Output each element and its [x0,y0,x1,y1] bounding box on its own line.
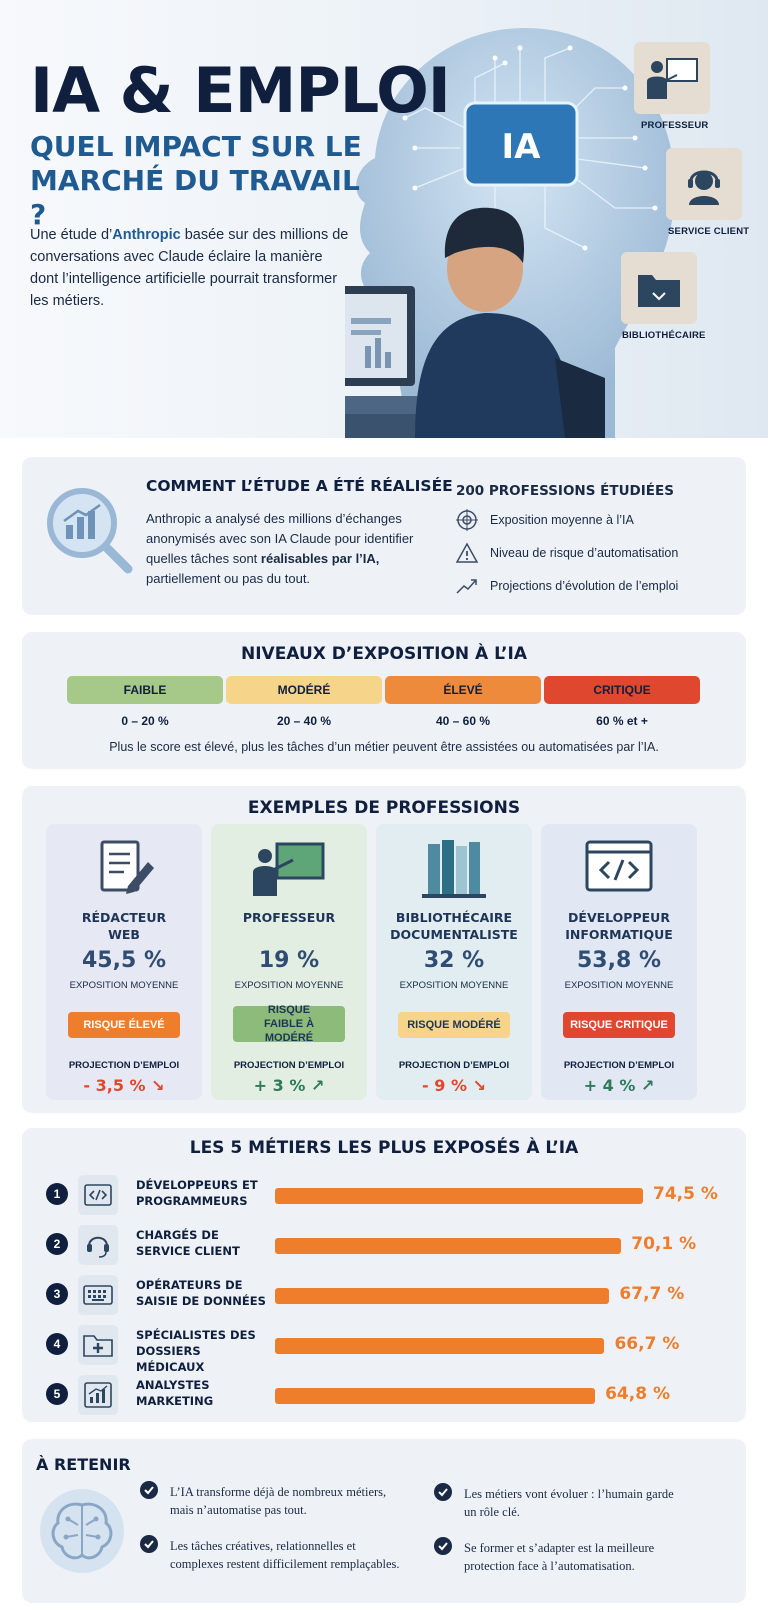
exposure-value: 66,7 % [614,1334,680,1354]
rank-badge: 5 [46,1383,68,1405]
folder-icon [636,267,682,309]
projection-label: PROJECTION D’EMPLOI [398,1060,510,1071]
rank-badge: 4 [46,1333,68,1355]
exposure-label: EXPOSITION MOYENNE [564,980,674,991]
medical-folder-icon [78,1325,118,1365]
occupation-name: DÉVELOPPEURS ET PROGRAMMEURS [136,1178,258,1208]
trend-down-icon: ↘ [151,1076,165,1095]
side-label-librarian: BIBLIOTHÉCAIRE [622,330,706,341]
level-faible: FAIBLE [67,676,223,704]
top5-row-2 [22,1222,746,1266]
exposure-value: 67,7 % [619,1284,685,1304]
study-title: COMMENT L’ÉTUDE A ÉTÉ RÉALISÉE [146,477,453,495]
occupation-name: OPÉRATEURS DE SAISIE DE DONNÉES [136,1278,266,1308]
retain-point-1: L’IA transforme déjà de nombreux métiers, mais n’automatise pas tout. [140,1483,400,1519]
levels-section [22,632,746,769]
exposure-bar [275,1238,621,1254]
rank-badge: 1 [46,1183,68,1205]
profession-name: RÉDACTEUR WEB [81,910,167,942]
teacher-icon [645,55,699,101]
trend-up-icon [456,575,478,597]
document-pen-icon [84,838,164,900]
profession-pct: 45,5 % [82,948,166,973]
profession-card-redacteur [46,824,202,1100]
check-icon [434,1483,452,1501]
retain-title: À RETENIR [36,1455,131,1474]
librarian-card [621,252,697,324]
projection-label: PROJECTION D’EMPLOI [563,1060,675,1071]
exposure-label: EXPOSITION MOYENNE [399,980,509,991]
occupation-name: CHARGÉS DE SERVICE CLIENT [136,1228,240,1258]
retain-section [22,1439,746,1603]
side-label-service: SERVICE CLIENT [668,226,750,237]
trend-up-icon: ↗ [310,1076,325,1095]
risk-badge: RISQUE FAIBLE À MODÉRÉ [233,1006,345,1042]
top5-section [22,1128,746,1422]
profession-name: BIBLIOTHÉCAIRE DOCUMENTALISTE [390,910,518,942]
risk-badge: RISQUE CRITIQUE [563,1012,675,1038]
risk-badge: RISQUE MODÉRÉ [398,1012,510,1038]
top5-row-1 [22,1172,746,1216]
hero-description: Une étude d’Anthropic basée sur des millions de conversations avec Claude éclaire la manière dont l’intelligence artificielle pourrait transformer les métiers. [30,227,349,309]
profession-card-professeur [211,824,367,1100]
trend-up-icon: ↗ [640,1076,655,1095]
projection-value: + 4 % ↗ [583,1076,655,1095]
code-window-icon [579,838,659,900]
hero-section [0,0,768,438]
service-card [666,148,742,220]
profession-pct: 53,8 % [577,948,661,973]
exposure-bar [275,1288,609,1304]
level-critique: CRITIQUE [544,676,700,704]
profession-pct: 19 % [258,948,320,973]
study-text: Anthropic a analysé des millions d’échanges anonymisés avec son IA Claude pour identifier quelles tâches sont réalisables par l’IA, partiellement ou pas du tout. [146,511,414,586]
examples-section [22,786,746,1113]
rank-badge: 3 [46,1283,68,1305]
profession-card-developpeur [541,824,697,1100]
keyboard-icon [78,1275,118,1315]
top5-row-4 [22,1322,746,1374]
level-range-critique: 60 % et + [596,714,648,728]
examples-title: EXEMPLES DE PROFESSIONS [247,798,521,818]
projection-label: PROJECTION D’EMPLOI [68,1060,180,1071]
brain-circuit-icon [38,1487,126,1575]
side-label-teacher: PROFESSEUR [641,120,709,131]
ia-chip-label: IA [501,127,541,167]
study-bullet-exposure: Exposition moyenne à l’IA [456,509,634,531]
headset-icon [78,1225,118,1265]
exposure-value: 64,8 % [605,1384,670,1404]
profession-name: PROFESSEUR [242,910,336,925]
study-bullet-risk: Niveau de risque d’automatisation [456,542,678,564]
levels-title: NIVEAUX D’EXPOSITION À L’IA [240,644,527,664]
check-icon [140,1481,158,1499]
books-icon [414,838,494,900]
study-section [22,457,746,615]
projection-value: - 9 % ↘ [422,1076,486,1095]
magnifier-chart-icon [44,485,134,575]
level-range-eleve: 40 – 60 % [435,714,491,728]
retain-point-2: Les tâches créatives, relationnelles et complexes restent difficilement remplaçables. [140,1537,410,1573]
exposure-value: 74,5 % [653,1184,718,1204]
profession-name: DÉVELOPPEUR INFORMATIQUE [565,910,673,942]
top5-row-3 [22,1272,746,1316]
exposure-label: EXPOSITION MOYENNE [234,980,344,991]
target-icon [456,509,478,531]
rank-badge: 2 [46,1233,68,1255]
hero-subtitle: QUEL IMPACT SUR LE MARCHÉ DU TRAVAIL ? [30,130,362,231]
exposure-bar [275,1338,604,1354]
exposure-value: 70,1 % [631,1234,697,1254]
retain-point-4: Se former et s’adapter est la meilleure protection face à l’automatisation. [434,1539,684,1575]
risk-badge: RISQUE ÉLEVÉ [68,1012,180,1038]
check-icon [140,1535,158,1553]
chart-icon [78,1375,118,1415]
top5-title: LES 5 MÉTIERS LES PLUS EXPOSÉS À L’IA [189,1138,579,1158]
projection-value: + 3 % ↗ [253,1076,325,1095]
level-range-modere: 20 – 40 % [276,714,332,728]
warning-icon [456,542,478,564]
retain-point-3: Les métiers vont évoluer : l’humain garde un rôle clé. [434,1485,684,1521]
projection-label: PROJECTION D’EMPLOI [233,1060,345,1071]
occupation-name: ANALYSTES MARKETING [136,1378,214,1408]
code-icon [78,1175,118,1215]
study-count-title: 200 PROFESSIONS ÉTUDIÉES [456,483,674,499]
occupation-name: SPÉCIALISTES DES DOSSIERS MÉDICAUX [136,1328,256,1374]
level-range-faible: 0 – 20 % [121,714,169,728]
level-modere: MODÉRÉ [226,676,382,704]
teacher-card [634,42,710,114]
projection-value: - 3,5 % ↘ [83,1076,165,1095]
teacher-board-icon [249,838,329,900]
exposure-label: EXPOSITION MOYENNE [69,980,179,991]
exposure-bar [275,1188,643,1204]
profession-pct: 32 % [423,948,485,973]
top5-row-5 [22,1372,746,1416]
headset-icon [681,161,727,207]
exposure-bar [275,1388,595,1404]
study-bullet-projection: Projections d’évolution de l’emploi [456,575,678,597]
hero-title: IA & EMPLOI [30,54,450,127]
level-eleve: ÉLEVÉ [385,676,541,704]
levels-note: Plus le score est élevé, plus les tâches d’un métier peuvent être assistées ou automatisées par l’IA. [109,740,659,754]
profession-card-bibliothecaire [376,824,532,1100]
check-icon [434,1537,452,1555]
trend-down-icon: ↘ [472,1076,486,1095]
